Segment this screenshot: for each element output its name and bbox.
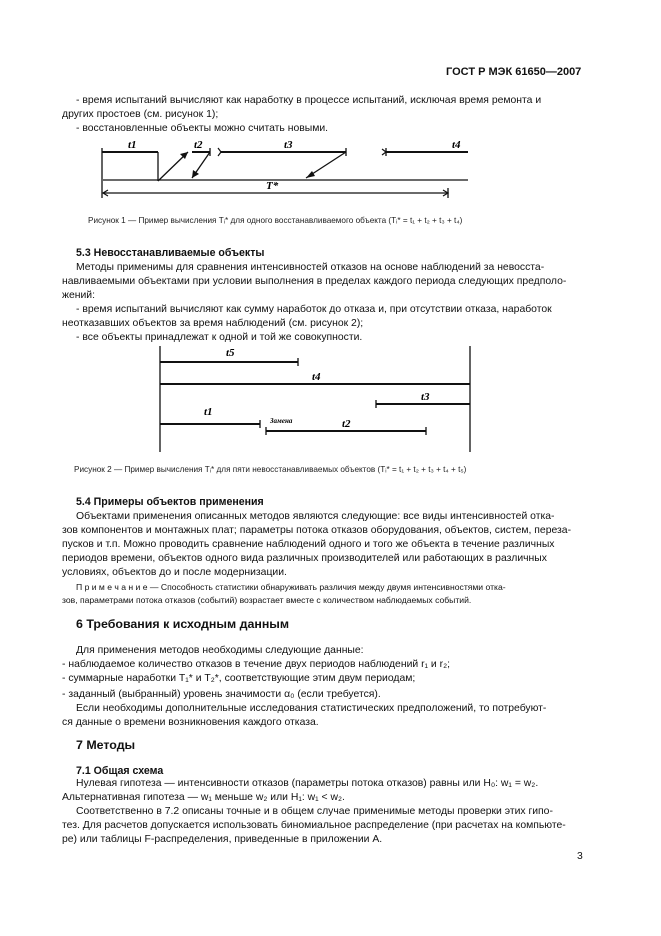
s54-line-1: Объектами применения описанных методов являются следующие: все виды интенсивностей отка- bbox=[76, 511, 555, 522]
section-6-title: 6 Требования к исходным данным bbox=[76, 617, 290, 631]
figure-2-diagram bbox=[150, 340, 480, 458]
note-label: П р и м е ч а н и е bbox=[76, 582, 148, 592]
fig1-label-t2: t2 bbox=[194, 139, 203, 151]
s53-line-2: навливаемыми объектами при условии выполнения в пределах каждого периода следующих предполо- bbox=[62, 276, 567, 287]
s7-line-5: ре) или таблицы F-распределения, приведенные в приложении А. bbox=[62, 834, 383, 845]
s54-line-4: периодов времени, объектов одного вида различных производителей или работающих в различных bbox=[62, 553, 547, 564]
fig2-label-t2: t2 bbox=[342, 418, 351, 430]
intro-line-2: других простоев (см. рисунок 1); bbox=[62, 109, 219, 120]
fig2-label-t5: t5 bbox=[226, 347, 235, 359]
fig1-label-total: T* bbox=[266, 180, 279, 192]
intro-line-1: - время испытаний вычисляют как наработку в процессе испытаний, исключая время ремонта и bbox=[76, 95, 542, 106]
doc-code: ГОСТ Р МЭК 61650—2007 bbox=[446, 66, 582, 78]
s53-line-4: - время испытаний вычисляют как сумму наработок до отказа и, при отсутствии отказа, наработок bbox=[76, 304, 552, 315]
fig1-label-t1: t1 bbox=[128, 139, 137, 151]
s53-line-1: Методы применимы для сравнения интенсивностей отказов на основе наблюдений за невосста- bbox=[76, 262, 545, 273]
fig2-replace-label: Замена bbox=[270, 417, 293, 425]
figure-1-diagram bbox=[90, 132, 480, 210]
section-7-1-title: 7.1 Общая схема bbox=[76, 765, 164, 777]
section-7-title: 7 Методы bbox=[76, 738, 136, 752]
s6-line-1: Для применения методов необходимы следующие данные: bbox=[76, 645, 364, 656]
s6-line-6: ся данные о времени возникновения каждого отказа. bbox=[62, 717, 319, 728]
s7-line-4: тез. Для расчетов допускается использовать биномиальное распределение (при расчетах на компьюте- bbox=[62, 820, 566, 831]
s54-line-2: зов компонентов и монтажных плат; параметры потока отказов оборудования, объектов, систем, переза- bbox=[62, 525, 572, 536]
fig1-label-t4: t4 bbox=[452, 139, 461, 151]
s7-line-2: Альтернативная гипотеза — w₁ меньше w₂ или H₁: w₁ < w₂. bbox=[62, 792, 345, 803]
s54-line-5: условиях, объектов до и после модернизации. bbox=[62, 567, 287, 578]
s6-line-4: - заданный (выбранный) уровень значимости α₀ (если требуется). bbox=[62, 689, 381, 700]
s6-line-3: - суммарные наработки T₁* и T₂*, соответствующие этим двум периодам; bbox=[62, 673, 416, 684]
s53-line-6: - все объекты принадлежат к одной и той же совокупности. bbox=[76, 332, 363, 343]
page-number: 3 bbox=[577, 851, 583, 862]
figure-2-caption: Рисунок 2 — Пример вычисления Tᵢ* для пяти невосстанавливаемых объектов (Tᵢ* = t₁ + t₂ + t₃ + t₄ + t₅) bbox=[74, 465, 467, 474]
fig2-label-t1: t1 bbox=[204, 406, 213, 418]
note-text-1: — Способность статистики обнаруживать различия между двумя интенсивностями отка- bbox=[147, 582, 506, 592]
section-5-3-title: 5.3 Невосстанавливаемые объекты bbox=[76, 247, 265, 259]
s7-line-1: Нулевая гипотеза — интенсивности отказов (параметры потока отказов) равны или H₀: w₁ = w₂. bbox=[76, 778, 539, 789]
s53-line-5: неотказавших объектов за время наблюдений (см. рисунок 2); bbox=[62, 318, 364, 329]
s54-note-line-2: зов, параметрами потока отказов (событий) возрастает вместе с количеством наблюдаемых событий. bbox=[62, 595, 472, 605]
figure-1-caption: Рисунок 1 — Пример вычисления Tᵢ* для одного восстанавливаемого объекта (Tᵢ* = t₁ + t₂ + t₃ + t₄) bbox=[88, 216, 463, 225]
s53-line-3: жений: bbox=[62, 290, 95, 301]
section-5-4-title: 5.4 Примеры объектов применения bbox=[76, 496, 264, 508]
s54-note-line-1 bbox=[76, 581, 506, 594]
fig1-label-t3: t3 bbox=[284, 139, 293, 151]
s54-line-3: пусков и т.п. Можно проводить сравнение наблюдений одного и того же объекта в течение различных bbox=[62, 539, 555, 550]
s6-line-2: - наблюдаемое количество отказов в течение двух периодов наблюдений r₁ и r₂; bbox=[62, 659, 450, 670]
s7-line-3: Соответственно в 7.2 описаны точные и в общем случае применимые методы проверки этих гипо- bbox=[76, 806, 553, 817]
s6-line-5: Если необходимы дополнительные исследования статистических предположений, то потребуют- bbox=[76, 703, 547, 714]
fig2-label-t3: t3 bbox=[421, 391, 430, 403]
fig2-label-t4: t4 bbox=[312, 371, 321, 383]
intro-line-3: - восстановленные объекты можно считать новыми. bbox=[76, 123, 329, 134]
